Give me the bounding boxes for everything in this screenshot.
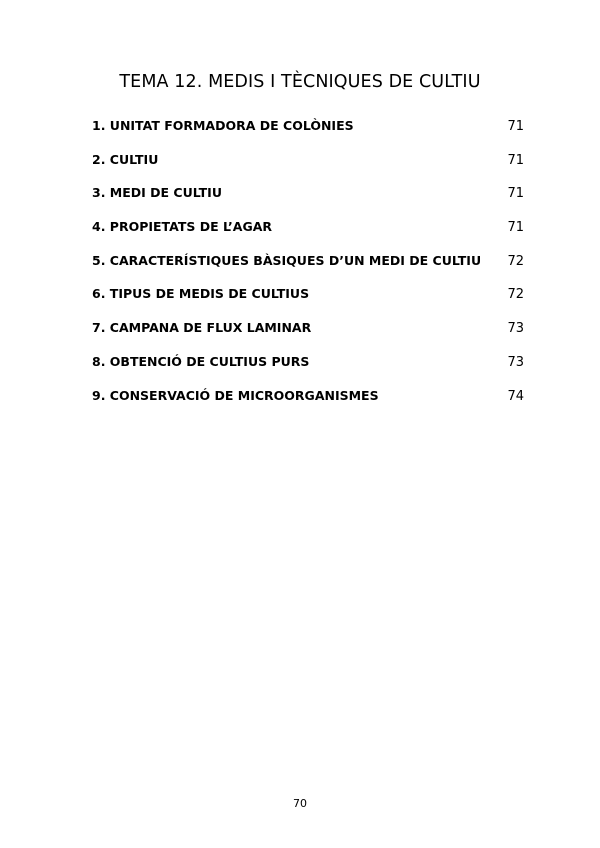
toc-entry-label: 1. UNITAT FORMADORA DE COLÒNIES [92,118,354,133]
toc-entry [92,150,524,184]
toc-entry [92,251,524,285]
toc-entry-label: 9. CONSERVACIÓ DE MICROORGANISMES [92,387,379,403]
page-number: 70 [293,797,307,810]
toc-entry-label: 5. CARACTERÍSTIQUES BÀSIQUES D’UN MEDI DE CULTIU [92,252,482,268]
toc-entry-label: 4. PROPIETATS DE L’AGAR [92,219,273,235]
toc-entry-label: 3. MEDI DE CULTIU [92,185,222,201]
table-of-contents [92,116,524,419]
toc-entry [92,217,524,251]
toc-entry-label: 8. OBTENCIÓ DE CULTIUS PURS [92,353,310,369]
toc-entry-page: 71 [507,186,524,202]
toc-entry [92,352,524,386]
toc-entry-page: 73 [507,354,524,370]
toc-entry-page: 74 [507,388,524,404]
toc-entry-page: 71 [507,152,524,168]
toc-entry-page: 72 [507,253,524,269]
toc-entry [92,183,524,217]
toc-entry-page: 73 [507,321,524,337]
toc-entry-label: 6. TIPUS DE MEDIS DE CULTIUS [92,286,310,302]
toc-entry-label: 2. CULTIU [92,151,159,167]
toc-entry-page: 71 [507,220,524,236]
toc-entry-page: 72 [507,287,524,303]
toc-entry [92,386,524,420]
toc-entry-label: 7. CAMPANA DE FLUX LAMINAR [92,320,312,336]
toc-entry [92,116,524,150]
toc-entry [92,318,524,352]
page-title: TEMA 12. MEDIS I TÈCNIQUES DE CULTIU [119,72,481,92]
toc-entry [92,284,524,318]
toc-entry-page: 71 [507,119,524,134]
